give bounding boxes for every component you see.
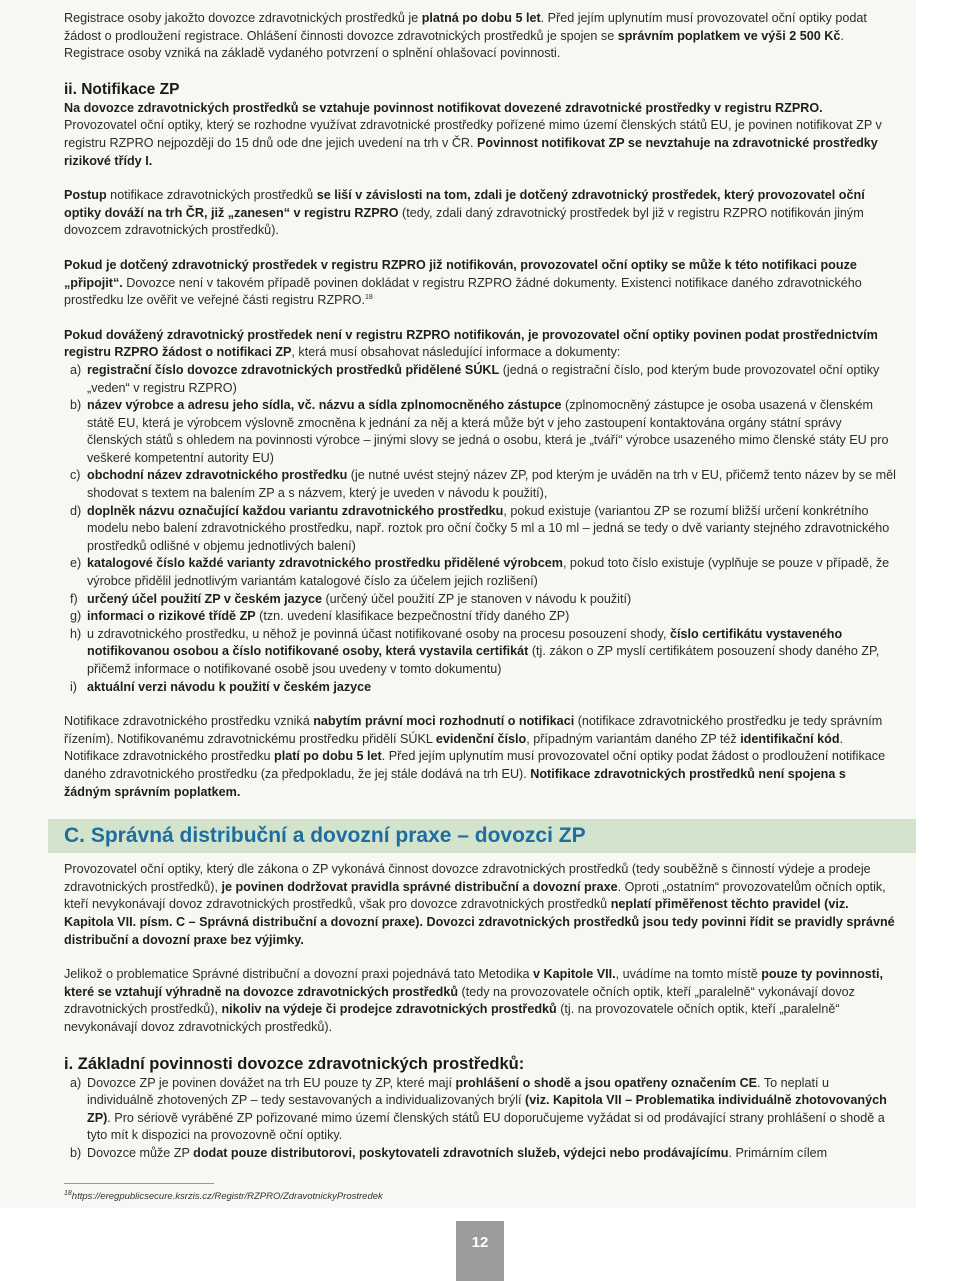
notification-obligation-paragraph: Na dovozce zdravotnických prostředků se vztahuje povinnost notifikovat dovezené zdravotnické prostředky v registru RZPRO. Provozovatel oční optiky, který se rozhodne využívat zdravotnické prostředky pořízené mimo území členských států EU, je povinen notifikovat ZP v registru RZPRO nejpozději do 15 dnů ode dne jejich uvedení na trh v ČR. Povinnost notifikovat ZP se nevztahuje na zdravotnické prostředky rizikové třídy I. — [64, 100, 882, 168]
required-documents-list — [64, 362, 896, 696]
list-item: d) doplněk názvu označující každou variantu zdravotnického prostředku, pokud existuje (variantou ZP se rozumí bližší určení konkrétního modelu nebo balení zdravotnického prostředku, např. roztok pro oční čočky 5 ml a 10 ml – jedná se tedy o dvě varianty stejného zdravotnického prostředků odlišné v objemu jednotlivých balení) — [70, 503, 890, 553]
list-item: h) u zdravotnického prostředku, u něhož je povinná účast notifikované osoby na procesu posouzení shody, číslo certifikátu vystaveného notifikovanou osobou a číslo notifikované osoby, která vystavila certifikát (tj. zákon o ZP myslí certifikátem posouzení shody daného ZP, přičemž informace o notifikované osobě jsou uvedeny v tomto dokumentu) — [70, 626, 880, 676]
section-c-title: C. Správná distribuční a dovozní praxe – dovozci ZP — [64, 824, 586, 847]
list-item: a) Dovozce ZP je povinen dovážet na trh EU pouze ty ZP, které mají prohlášení o shodě a jsou opatřeny označením CE. To neplatí u individuálně zhotovených ZP – tedy sestavovaných a individualizovaných brýlí (viz. Kapitola VII – Problematika individuálně zhotovovaných ZP). Pro sériově vyráběné ZP pořizované mimo území členských států EU doporučujeme vyžádat si od prodávající strany prohlášení o shodě a tyto mít k dispozici na provozovně oční optiky. — [70, 1075, 887, 1143]
footnote-reference: 18 — [364, 293, 373, 301]
already-notified-paragraph: Pokud je dotčený zdravotnický prostředek v registru RZPRO již notifikován, provozovatel oční optiky se může k této notifikaci pouze „připojit“. Dovozce není v takovém případě povinen dokládat v registru RZPRO žádné dokumenty. Existenci notifikace daného zdravotnického prostředku lze ověřit ve veřejné části registru RZPRO.$^{18}$ — [64, 257, 862, 308]
list-item: g) informaci o rizikové třídě ZP (tzn. uvedení klasifikace bezpečnostní třídy daného ZP) — [70, 609, 570, 624]
list-item: b) název výrobce a adresu jeho sídla, vč. názvu a sídla zplnomocněného zástupce (zplnomocněný zástupce je osoba usazená v členském státě EU, která je výrobcem výslovně zmocněna k jednání za něj a která může být v jeho zastoupení kontaktována orgány státní správy členských států s ohledem na povinnosti výrobce – jinými slovy se jedná o osobu, která je „tváří“ výrobce usazeného mimo členské státy EU pro veškeré kompetentní autority EU) — [70, 398, 889, 465]
basic-obligations-list — [64, 1075, 896, 1163]
list-item: a) registrační číslo dovozce zdravotnických prostředků přidělené SÚKL (jedná o registrační číslo, pod kterým bude provozovatel oční optiky „veden“ v registru RZPRO) — [70, 362, 880, 395]
list-item: c) obchodní název zdravotnického prostředku (je nutné uvést stejný název ZP, pod kterým je uváděn na trh v EU, přičemž tento název by se měl shodovat s textem na balením ZP a s názvem, který je uveden v návodu k použití), — [70, 468, 896, 501]
registration-paragraph: Registrace osoby jakožto dovozce zdravotnických prostředků je platná po dobu 5 let. Před jejím uplynutím musí provozovatel oční optiky podat žádost o prodloužení registrace. Ohlášení činnosti dovozce zdravotnických prostředků je spojen se správním poplatkem ve výši 2 500 Kč. Registrace osoby vzniká na základě vydaného potvrzení o splnění ohlašovací povinnosti. — [64, 11, 867, 61]
section-c-banner — [48, 819, 916, 853]
procedure-paragraph: Postup notifikace zdravotnických prostředků se liší v závislosti na tom, zdali je dotčený zdravotnický prostředek, který provozovatel oční optiky dováží na trh ČR, již „zanesen“ v registru RZPRO (tedy, zdali daný zdravotnický prostředek byl již v registru RZPRO notifikován jiným dovozcem zdravotnických prostředků). — [64, 188, 865, 238]
footnote: $^{18}$https://eregpublicsecure.ksrzis.cz/Registr/RZPRO/ZdravotnickyProstredek — [64, 1189, 383, 1202]
document-body — [64, 10, 896, 1162]
basic-obligations-heading: i. Základní povinnosti dovozce zdravotnických prostředků: — [64, 1054, 525, 1073]
list-item: f) určený účel použití ZP v českém jazyce (určený účel použití ZP je stanoven v návodu k použití) — [70, 591, 632, 606]
list-item: b) Dovozce může ZP dodat pouze distributorovi, poskytovateli zdravotních služeb, výdejci nebo prodávajícímu. Primárním cílem — [70, 1145, 828, 1160]
not-notified-paragraph: Pokud dovážený zdravotnický prostředek není v registru RZPRO notifikován, je provozovatel oční optiky povinen podat prostřednictvím registru RZPRO žádost o notifikaci ZP, která musí obsahovat následující informace a dokumenty: — [64, 327, 878, 360]
list-item: i) aktuální verzi návodu k použití v českém jazyce — [70, 679, 372, 694]
footnote-link[interactable]: https://eregpublicsecure.ksrzis.cz/Registr/RZPRO/ZdravotnickyProstredek — [71, 1191, 383, 1202]
footnote-divider — [64, 1183, 214, 1184]
notification-validity-paragraph: Notifikace zdravotnického prostředku vzniká nabytím právní moci rozhodnutí o notifikaci (notifikace zdravotnického prostředku je tedy správním řízením). Notifikovanému zdravotnickému prostředku přidělí SÚKL evidenční číslo, případným variantám daného ZP též identifikační kód. Notifikace zdravotnického prostředku platí po dobu 5 let. Před jejím uplynutím musí provozovatel oční optiky podat žádost o prodloužení notifikace daného zdravotnického prostředku (za předpokladu, že jej stále dodává na trh EU). Notifikace zdravotnických prostředků není spojena s žádným správním poplatkem. — [64, 714, 886, 799]
notification-heading: ii. Notifikace ZP — [64, 80, 180, 98]
distribution-practice-paragraph: Provozovatel oční optiky, který dle zákona o ZP vykonává činnost dovozce zdravotnických prostředků (tedy souběžně s činností výdeje a prodeje zdravotnických prostředků), je povinen dodržovat pravidla správné distribuční a dovozní praxe. Oproti „ostatním“ provozovatelům očních optik, kteří nevykonávají dovoz zdravotnických prostředků, však pro dovozce zdravotnických prostředků neplatí přiměřenost těchto pravidel (viz. Kapitola VII. písm. C – Správná distribuční a dovozní praxe). Dovozci zdravotnických prostředků jsou tedy povinni řídit se pravidly správné distribuční a dovozní praxe bez výjimky. — [64, 862, 895, 947]
page-number-box — [456, 1221, 504, 1281]
list-item: e) katalogové číslo každé varianty zdravotnického prostředku přidělené výrobcem, pokud toto číslo existuje (vyplňuje se pouze v případě, že výrobce přidělil jednotlivým variantám katalogové číslo za účelem jejich rozlišení) — [70, 556, 890, 589]
page-number: 12 — [471, 1234, 489, 1251]
methodology-reference-paragraph: Jelikož o problematice Správné distribuční a dovozní praxi pojednává tato Metodika v Kapitole VII., uvádíme na tomto místě pouze ty povinnosti, které se vztahují výhradně na dovozce zdravotnických prostředků (tedy na provozovatele očních optik, kteří „paralelně“ vykonávají dovoz zdravotnických prostředků), nikoliv na výdeje či prodejce zdravotnických prostředků (tj. na provozovatele očních optik, kteří „paralelně“ nevykonávají dovoz zdravotnických prostředků). — [64, 967, 883, 1034]
